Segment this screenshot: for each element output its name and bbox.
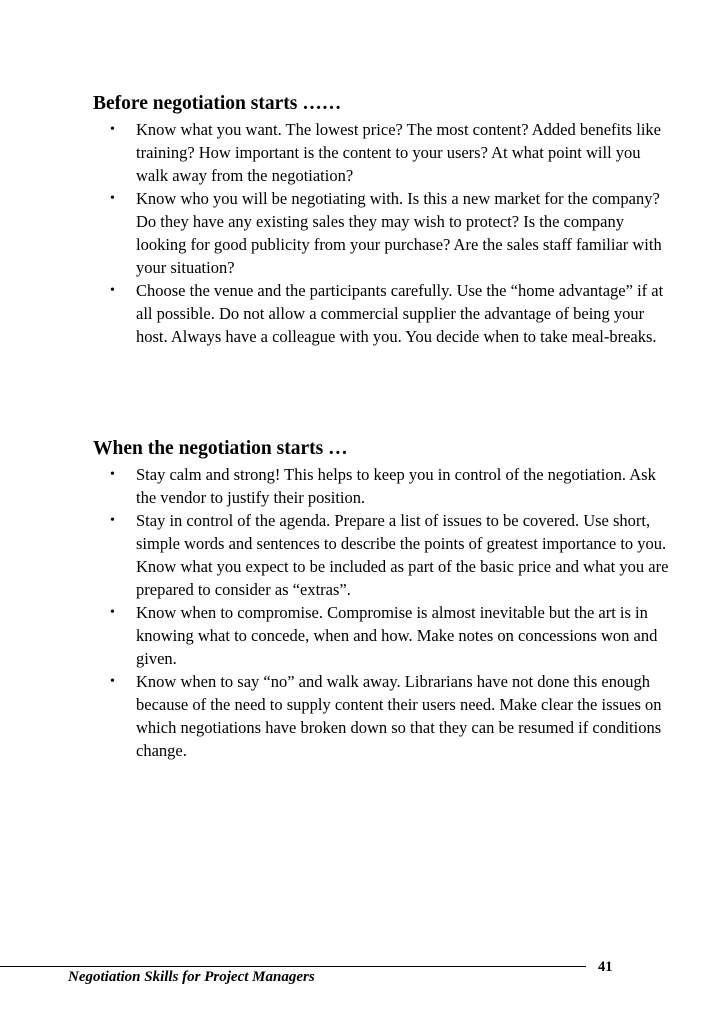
page-number: 41 [598, 959, 613, 975]
bullet-icon: • [110, 674, 115, 689]
bullet-icon: • [110, 605, 115, 620]
section-heading: When the negotiation starts … [93, 438, 348, 459]
list-item-text: Know who you will be negotiating with. Is this a new market for the company? Do they have any existing sales they may wish to protect? Is the company looking for good publicity from your purchase? Are the sales staff familiar with your situation? [136, 189, 662, 277]
list-item [93, 509, 673, 601]
list-item-text: Stay calm and strong! This helps to keep you in control of the negotiation. Ask the vendor to justify their position. [136, 465, 656, 507]
list-item [93, 670, 673, 762]
list-item [93, 463, 673, 509]
bullet-list [93, 463, 673, 762]
list-item-text: Know when to say “no” and walk away. Librarians have not done this enough because of the need to supply content their users need. Make clear the issues on which negotiations have broken down so that they can be resumed if conditions change. [136, 672, 662, 760]
list-item [93, 187, 673, 279]
list-item [93, 601, 673, 670]
bullet-icon: • [110, 513, 115, 528]
list-item [93, 279, 673, 348]
list-item-text: Know what you want. The lowest price? The most content? Added benefits like training? How important is the content to your users? At what point will you walk away from the negotiation? [136, 120, 661, 185]
section-before-negotiation [93, 92, 673, 348]
list-item-text: Choose the venue and the participants carefully. Use the “home advantage” if at all possible. Do not allow a commercial supplier the advantage of being your host. Always have a colleague with you. You decide when to take meal-breaks. [136, 281, 664, 346]
section-heading: Before negotiation starts …… [93, 93, 342, 114]
bullet-icon: • [110, 283, 115, 298]
footer-title: Negotiation Skills for Project Managers [68, 969, 315, 985]
list-item [93, 118, 673, 187]
section-negotiation-starts [93, 437, 673, 762]
bullet-icon: • [110, 467, 115, 482]
bullet-list [93, 118, 673, 348]
list-item-text: Stay in control of the agenda. Prepare a list of issues to be covered. Use short, simple words and sentences to describe the points of greatest importance to you. Know what you expect to be included as part of the basic price and what you are prepared to consider as “extras”. [136, 511, 669, 599]
bullet-icon: • [110, 191, 115, 206]
bullet-icon: • [110, 122, 115, 137]
footer-divider [0, 966, 586, 967]
list-item-text: Know when to compromise. Compromise is almost inevitable but the art is in knowing what to concede, when and how. Make notes on concessions won and given. [136, 603, 658, 668]
